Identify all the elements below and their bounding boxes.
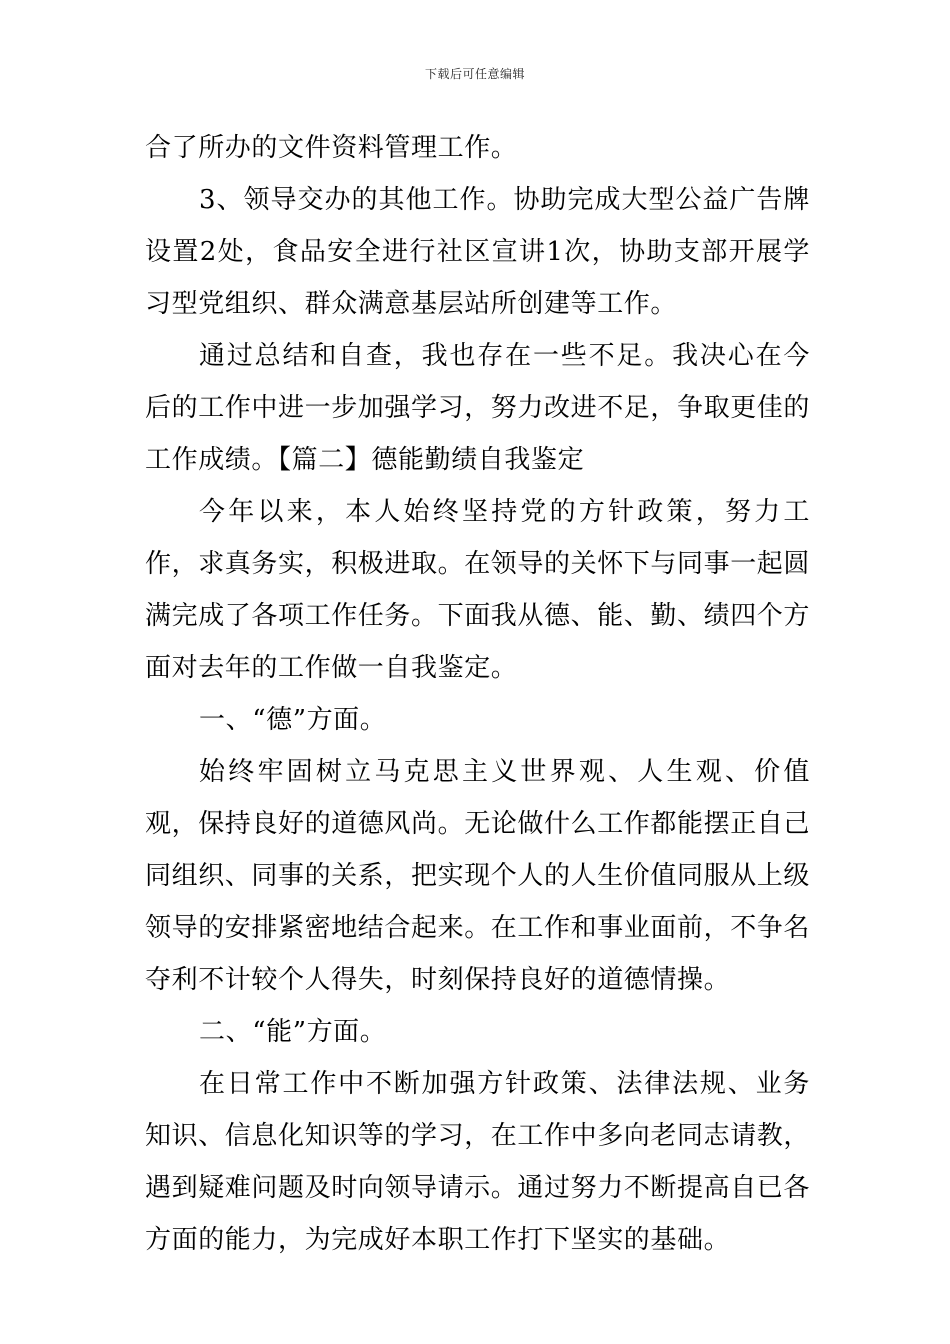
section-heading-de: 一、“德”方面。 (199, 705, 387, 735)
paragraph-item-3: 3、领导交办的其他工作。协助完成大型公益广告牌设置2处，食品安全进行社区宣讲1次，协助支部开展学习型党组织、群众满意基层站所创建等工作。 (145, 185, 810, 319)
paragraph-neng: 在日常工作中不断加强方针政策、法律法规、业务知识、信息化知识等的学习，在工作中多向老同志请教，遇到疑难问题及时向领导请示。通过努力不断提高自已各方面的能力，为完成好本职工作打下坚实的基础。 (145, 1069, 811, 1255)
page-header: 下载后可任意编辑 (424, 67, 525, 81)
paragraph-summary: 通过总结和自查，我也存在一些不足。我决心在今后的工作中进一步加强学习，努力改进不足，争取更佳的工作成绩。【篇二】德能勤绩自我鉴定 (145, 341, 811, 475)
paragraph-de: 始终牢固树立马克思主义世界观、人生观、价值观，保持良好的道德风尚。无论做什么工作都能摆正自己同组织、同事的关系，把实现个人的人生价值同服从上级领导的安排紧密地结合起来。在工作和事业面前，不争名夺利不计较个人得失，时刻保持良好的道德情操。 (145, 757, 811, 995)
paragraph-intro: 今年以来，本人始终坚持党的方针政策，努力工作，求真务实，积极进取。在领导的关怀下与同事一起圆满完成了各项工作任务。下面我从德、能、勤、绩四个方面对去年的工作做一自我鉴定。 (145, 497, 811, 683)
paragraph-continuation: 合了所办的文件资料管理工作。 (145, 133, 518, 163)
document-body (145, 122, 810, 1266)
section-heading-neng: 二、“能”方面。 (199, 1017, 387, 1047)
